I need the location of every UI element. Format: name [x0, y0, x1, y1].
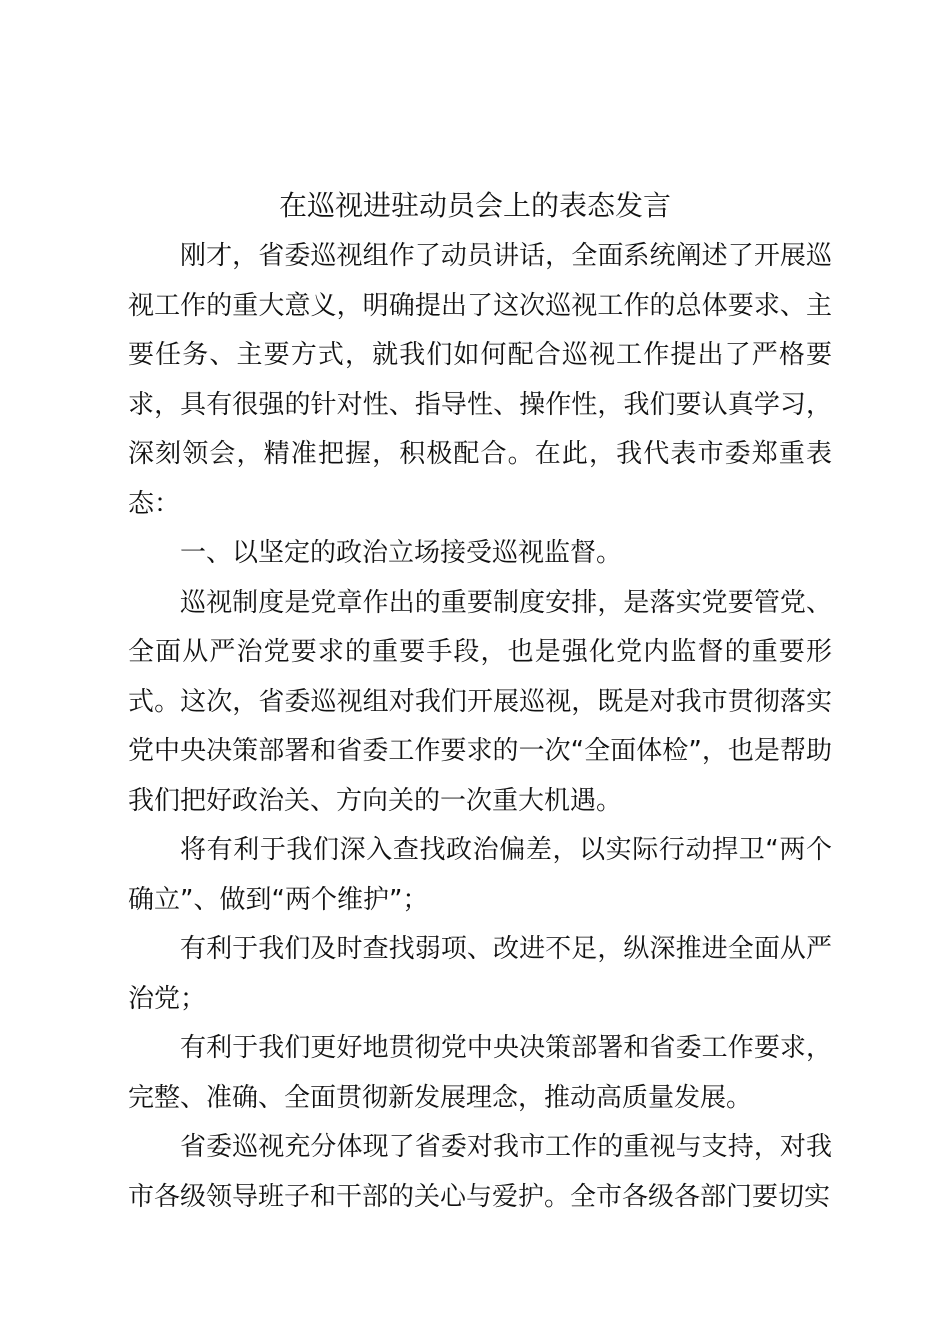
document-title: 在巡视进驻动员会上的表态发言 [278, 189, 671, 222]
paragraph-inspection-system: 巡视制度是党章作出的重要制度安排，是落实党要管党、全面从严治党要求的重要手段，也是强化党内监督的重要形式。这次，省委巡视组对我们开展巡视，既是对我市贯彻落实党中央决策部署和省委工作要求的一次“全面体检”，也是帮助我们把好政治关、方向关的一次重大机遇。 [128, 587, 832, 816]
paragraph-provincial-support: 省委巡视充分体现了省委对我市工作的重视与支持，对我市各级领导班子和干部的关心与爱护。全市各级各部门要切实 [128, 1132, 832, 1212]
paragraph-benefit-2: 有利于我们及时查找弱项、改进不足，纵深推进全面从严治党； [128, 934, 832, 1014]
section-heading-1: 一、以坚定的政治立场接受巡视监督。 [180, 538, 623, 568]
paragraph-opening: 刚才，省委巡视组作了动员讲话，全面系统阐述了开展巡视工作的重大意义，明确提出了这次巡视工作的总体要求、主要任务、主要方式，就我们如何配合巡视工作提出了严格要求，具有很强的针对性、指导性、操作性，我们要认真学习，深刻领会，精准把握，积极配合。在此，我代表市委郑重表态： [128, 241, 832, 519]
paragraph-benefit-1: 将有利于我们深入查找政治偏差，以实际行动捍卫“两个确立”、做到“两个维护”； [128, 835, 832, 915]
paragraph-benefit-3: 有利于我们更好地贯彻党中央决策部署和省委工作要求，完整、准确、全面贯彻新发展理念，推动高质量发展。 [128, 1033, 832, 1113]
document-body [128, 232, 832, 1222]
